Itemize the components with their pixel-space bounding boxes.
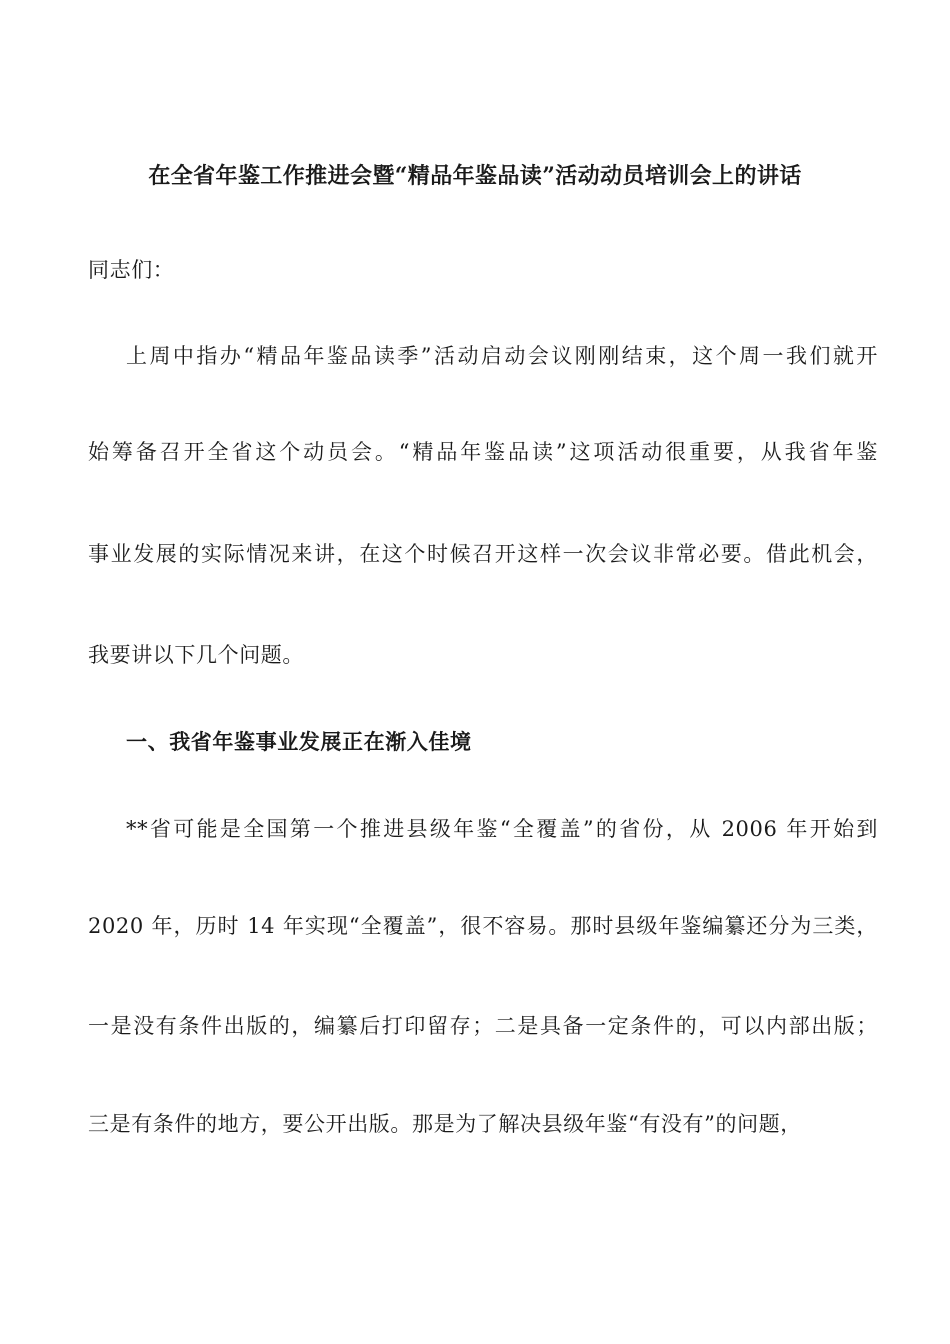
section-1-heading: 一、我省年鉴事业发展正在渐入佳境 bbox=[126, 729, 472, 754]
paragraph-1-line-1: 上周中指办“精品年鉴品读季”活动启动会议刚刚结束，这个周一我们就开 bbox=[126, 344, 878, 368]
paragraph-2-line-2: 2020 年，历时 14 年实现“全覆盖”，很不容易。那时县级年鉴编纂还分为三类， bbox=[88, 914, 878, 938]
paragraph-1-line-2: 始筹备召开全省这个动员会。“精品年鉴品读”这项活动很重要，从我省年鉴 bbox=[88, 440, 878, 464]
salutation: 同志们： bbox=[88, 258, 175, 282]
paragraph-1-line-3: 事业发展的实际情况来讲，在这个时候召开这样一次会议非常必要。借此机会， bbox=[88, 542, 878, 566]
paragraph-2-line-3: 一是没有条件出版的，编纂后打印留存；二是具备一定条件的，可以内部出版； bbox=[88, 1014, 878, 1038]
paragraph-1-line-4: 我要讲以下几个问题。 bbox=[88, 643, 304, 667]
paragraph-2-line-4: 三是有条件的地方，要公开出版。那是为了解决县级年鉴“有没有”的问题， bbox=[88, 1112, 802, 1136]
document-title: 在全省年鉴工作推进会暨“精品年鉴品读”活动动员培训会上的讲话 bbox=[148, 163, 802, 189]
paragraph-2-line-1: **省可能是全国第一个推进县级年鉴“全覆盖”的省份，从 2006 年开始到 bbox=[126, 817, 878, 841]
